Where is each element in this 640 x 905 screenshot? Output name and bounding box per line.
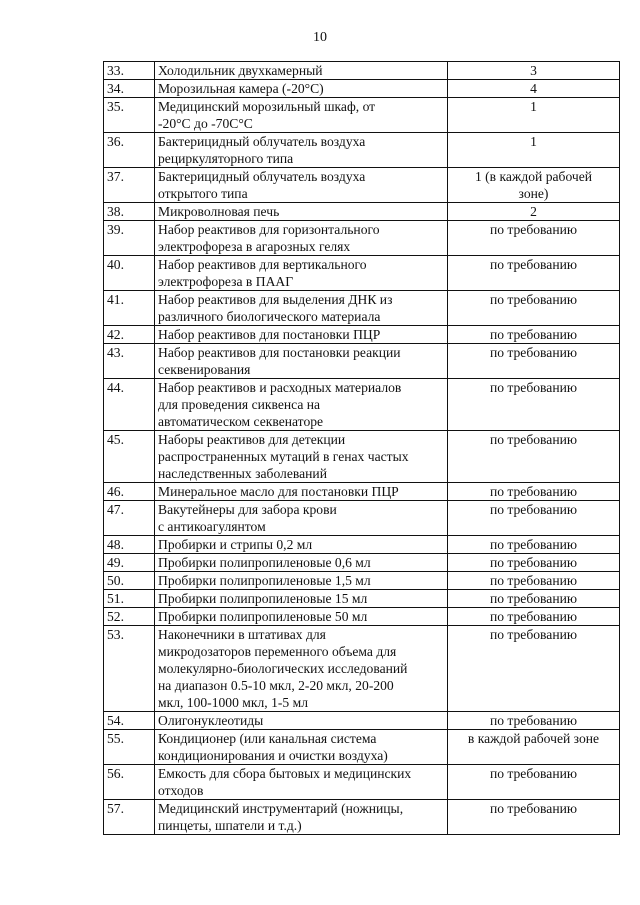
item-quantity bbox=[448, 712, 620, 730]
item-name-line: на диапазон 0.5-10 мкл, 2-20 мкл, 20-200 bbox=[158, 678, 394, 693]
item-quantity bbox=[448, 572, 620, 590]
item-name-line: Набор реактивов и расходных материалов bbox=[158, 380, 402, 395]
table-row bbox=[104, 765, 620, 800]
item-name-line: Медицинский морозильный шкаф, от bbox=[158, 99, 376, 114]
item-quantity-line: 1 (в каждой рабочей bbox=[474, 169, 593, 184]
table-row bbox=[104, 730, 620, 765]
item-quantity bbox=[448, 431, 620, 483]
item-quantity-line: 3 bbox=[530, 63, 537, 78]
item-number: 50. bbox=[104, 572, 155, 590]
item-number: 45. bbox=[104, 431, 155, 483]
item-name bbox=[155, 536, 448, 554]
item-quantity-line: по требованию bbox=[489, 627, 578, 642]
item-number: 55. bbox=[104, 730, 155, 765]
item-quantity bbox=[448, 800, 620, 835]
item-quantity bbox=[448, 168, 620, 203]
item-number: 36. bbox=[104, 133, 155, 168]
item-name bbox=[155, 765, 448, 800]
item-name-line: молекулярно-биологических исследований bbox=[158, 661, 408, 676]
table-row bbox=[104, 133, 620, 168]
item-name bbox=[155, 80, 448, 98]
item-number: 54. bbox=[104, 712, 155, 730]
item-name bbox=[155, 326, 448, 344]
item-quantity bbox=[448, 80, 620, 98]
table-row bbox=[104, 379, 620, 431]
table-row bbox=[104, 626, 620, 712]
item-name bbox=[155, 572, 448, 590]
item-name bbox=[155, 608, 448, 626]
item-name bbox=[155, 221, 448, 256]
item-number: 56. bbox=[104, 765, 155, 800]
item-name-line: Вакутейнеры для забора крови bbox=[158, 502, 337, 517]
table-row bbox=[104, 98, 620, 133]
item-quantity-line: по требованию bbox=[489, 432, 578, 447]
item-name bbox=[155, 291, 448, 326]
item-name-line: с антикоагулянтом bbox=[158, 519, 266, 534]
item-quantity-line: по требованию bbox=[489, 591, 578, 606]
item-name-line: Емкость для сбора бытовых и медицинских bbox=[158, 766, 412, 781]
item-quantity bbox=[448, 221, 620, 256]
item-quantity bbox=[448, 98, 620, 133]
item-name-line: микродозаторов переменного объема для bbox=[158, 644, 397, 659]
item-name-line: распространенных мутаций в генах частых bbox=[158, 449, 409, 464]
item-name bbox=[155, 379, 448, 431]
table-row bbox=[104, 554, 620, 572]
item-name-line: различного биологического материала bbox=[158, 309, 381, 324]
item-number: 39. bbox=[104, 221, 155, 256]
item-quantity-line: по требованию bbox=[489, 502, 578, 517]
item-number: 35. bbox=[104, 98, 155, 133]
item-quantity-line: 1 bbox=[530, 99, 537, 114]
table-row bbox=[104, 62, 620, 80]
table-row bbox=[104, 203, 620, 221]
item-quantity bbox=[448, 765, 620, 800]
item-quantity bbox=[448, 730, 620, 765]
table-row bbox=[104, 256, 620, 291]
item-name-line: Наконечники в штативах для bbox=[158, 627, 326, 642]
item-quantity-line: по требованию bbox=[489, 573, 578, 588]
item-number: 44. bbox=[104, 379, 155, 431]
item-quantity bbox=[448, 379, 620, 431]
item-name-line: Пробирки полипропиленовые 15 мл bbox=[158, 591, 368, 606]
item-quantity bbox=[448, 326, 620, 344]
item-name bbox=[155, 590, 448, 608]
item-name bbox=[155, 203, 448, 221]
item-number: 49. bbox=[104, 554, 155, 572]
item-name-line: рециркуляторного типа bbox=[158, 151, 294, 166]
table-row bbox=[104, 431, 620, 483]
item-name-line: Микроволновая печь bbox=[158, 204, 280, 219]
item-name-line: секвенирования bbox=[158, 362, 251, 377]
item-name bbox=[155, 730, 448, 765]
item-quantity bbox=[448, 133, 620, 168]
table-row bbox=[104, 608, 620, 626]
table-row bbox=[104, 483, 620, 501]
item-name-line: кондиционирования и очистки воздуха) bbox=[158, 748, 388, 763]
item-number: 34. bbox=[104, 80, 155, 98]
item-number: 53. bbox=[104, 626, 155, 712]
equipment-table bbox=[103, 61, 620, 835]
item-name bbox=[155, 800, 448, 835]
item-name-line: Наборы реактивов для детекции bbox=[158, 432, 346, 447]
table-row bbox=[104, 536, 620, 554]
table-row bbox=[104, 572, 620, 590]
item-number: 42. bbox=[104, 326, 155, 344]
item-name bbox=[155, 626, 448, 712]
item-name-line: Пробирки полипропиленовые 50 мл bbox=[158, 609, 368, 624]
item-quantity-line: по требованию bbox=[489, 292, 578, 307]
table-row bbox=[104, 291, 620, 326]
item-name bbox=[155, 256, 448, 291]
item-quantity-line: в каждой рабочей зоне bbox=[467, 731, 600, 746]
table-row bbox=[104, 344, 620, 379]
item-quantity-line: по требованию bbox=[489, 609, 578, 624]
item-quantity bbox=[448, 608, 620, 626]
table-row bbox=[104, 590, 620, 608]
item-name-line: Пробирки полипропиленовые 0,6 мл bbox=[158, 555, 371, 570]
item-number: 41. bbox=[104, 291, 155, 326]
item-number: 38. bbox=[104, 203, 155, 221]
item-name-line: Набор реактивов для постановки ПЦР bbox=[158, 327, 381, 342]
item-number: 51. bbox=[104, 590, 155, 608]
item-name bbox=[155, 62, 448, 80]
item-name-line: Минеральное масло для постановки ПЦР bbox=[158, 484, 399, 499]
item-quantity bbox=[448, 536, 620, 554]
item-quantity-line: по требованию bbox=[489, 537, 578, 552]
item-name-line: Медицинский инструментарий (ножницы, bbox=[158, 801, 404, 816]
item-name-line: пинцеты, шпатели и т.д.) bbox=[158, 818, 302, 833]
item-quantity-line: по требованию bbox=[489, 257, 578, 272]
item-number: 33. bbox=[104, 62, 155, 80]
item-number: 52. bbox=[104, 608, 155, 626]
item-quantity-line: 4 bbox=[530, 81, 537, 96]
item-quantity-line: по требованию bbox=[489, 345, 578, 360]
item-name-line: Кондиционер (или канальная система bbox=[158, 731, 377, 746]
item-name-line: отходов bbox=[158, 783, 204, 798]
item-name-line: наследственных заболеваний bbox=[158, 466, 327, 481]
item-name-line: Набор реактивов для горизонтального bbox=[158, 222, 380, 237]
item-name-line: Пробирки полипропиленовые 1,5 мл bbox=[158, 573, 371, 588]
item-name bbox=[155, 712, 448, 730]
item-name bbox=[155, 133, 448, 168]
item-name-line: Набор реактивов для выделения ДНК из bbox=[158, 292, 393, 307]
item-quantity bbox=[448, 203, 620, 221]
item-quantity-line: по требованию bbox=[489, 484, 578, 499]
item-quantity-line: 2 bbox=[530, 204, 537, 219]
table-row bbox=[104, 326, 620, 344]
item-name bbox=[155, 98, 448, 133]
item-quantity bbox=[448, 626, 620, 712]
item-name-line: электрофореза в ПААГ bbox=[158, 274, 294, 289]
item-name bbox=[155, 483, 448, 501]
item-quantity bbox=[448, 590, 620, 608]
table-row bbox=[104, 501, 620, 536]
item-quantity bbox=[448, 344, 620, 379]
item-quantity bbox=[448, 256, 620, 291]
item-quantity bbox=[448, 501, 620, 536]
item-number: 37. bbox=[104, 168, 155, 203]
item-name-line: Бактерицидный облучатель воздуха bbox=[158, 134, 366, 149]
table-row bbox=[104, 221, 620, 256]
item-quantity bbox=[448, 291, 620, 326]
item-name-line: Набор реактивов для вертикального bbox=[158, 257, 367, 272]
item-quantity bbox=[448, 554, 620, 572]
item-quantity-line: по требованию bbox=[489, 380, 578, 395]
item-name bbox=[155, 554, 448, 572]
table-row bbox=[104, 800, 620, 835]
item-name-line: мкл, 100-1000 мкл, 1-5 мл bbox=[158, 695, 308, 710]
item-quantity-line: по требованию bbox=[489, 555, 578, 570]
table-row bbox=[104, 168, 620, 203]
item-name bbox=[155, 344, 448, 379]
item-name-line: Морозильная камера (-20°С) bbox=[158, 81, 324, 96]
item-number: 48. bbox=[104, 536, 155, 554]
item-number: 47. bbox=[104, 501, 155, 536]
item-name bbox=[155, 168, 448, 203]
item-quantity bbox=[448, 483, 620, 501]
item-quantity bbox=[448, 62, 620, 80]
item-quantity-line: по требованию bbox=[489, 713, 578, 728]
item-name-line: открытого типа bbox=[158, 186, 248, 201]
item-name bbox=[155, 501, 448, 536]
item-quantity-line: по требованию bbox=[489, 327, 578, 342]
item-quantity-line: по требованию bbox=[489, 801, 578, 816]
item-number: 57. bbox=[104, 800, 155, 835]
table-row bbox=[104, 80, 620, 98]
item-number: 40. bbox=[104, 256, 155, 291]
item-name-line: Бактерицидный облучатель воздуха bbox=[158, 169, 366, 184]
item-name-line: -20°С до -70С°С bbox=[158, 116, 253, 131]
item-name-line: Набор реактивов для постановки реакции bbox=[158, 345, 401, 360]
item-quantity-line: по требованию bbox=[489, 222, 578, 237]
item-name-line: Пробирки и стрипы 0,2 мл bbox=[158, 537, 313, 552]
item-quantity-line: зоне) bbox=[518, 186, 549, 201]
item-name-line: автоматическом секвенаторе bbox=[158, 414, 324, 429]
table-row bbox=[104, 712, 620, 730]
page-number: 10 bbox=[313, 30, 327, 45]
item-name-line: электрофореза в агарозных гелях bbox=[158, 239, 351, 254]
item-quantity-line: по требованию bbox=[489, 766, 578, 781]
item-name-line: для проведения сиквенса на bbox=[158, 397, 321, 412]
item-quantity-line: 1 bbox=[530, 134, 537, 149]
item-number: 46. bbox=[104, 483, 155, 501]
equipment-table-body bbox=[104, 62, 620, 835]
item-name bbox=[155, 431, 448, 483]
item-number: 43. bbox=[104, 344, 155, 379]
item-name-line: Холодильник двухкамерный bbox=[158, 63, 323, 78]
item-name-line: Олигонуклеотиды bbox=[158, 713, 264, 728]
